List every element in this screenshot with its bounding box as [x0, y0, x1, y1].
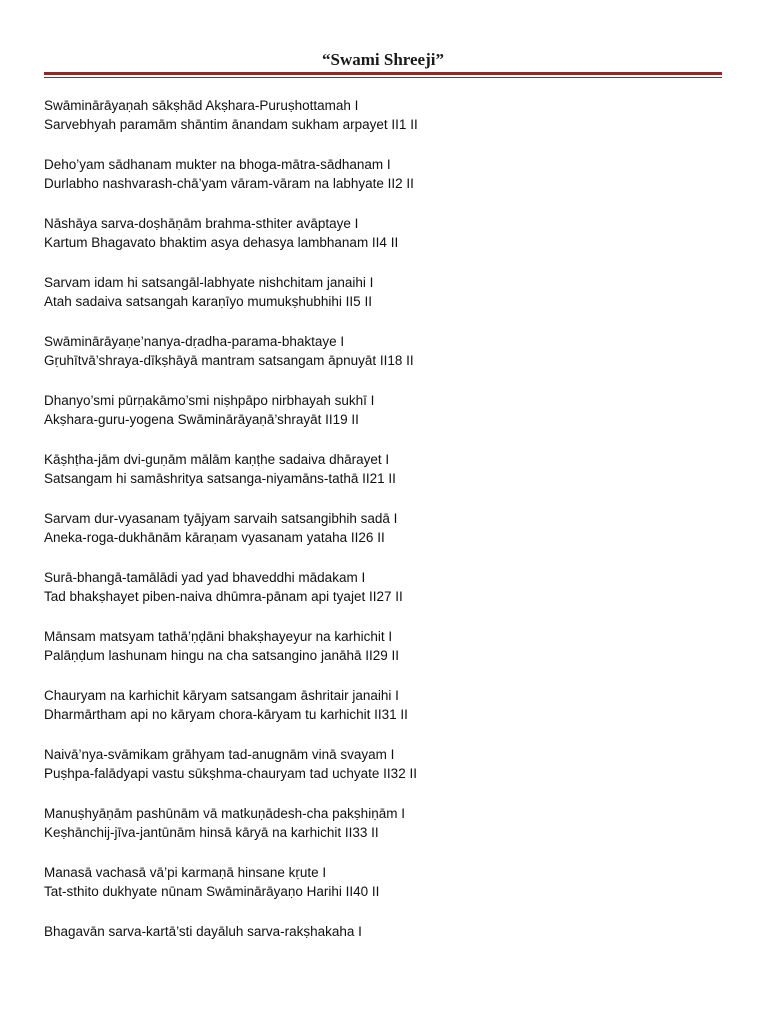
verse-block	[44, 509, 734, 547]
verse-second-line: Kartum Bhagavato bhaktim asya dehasya lambhanam II4 II	[44, 235, 399, 250]
verse-second-line: Puṣhpa-falādyapi vastu sūkṣhma-chauryam tad uchyate II32 II	[44, 766, 417, 781]
verse-first-line: Swāminārāyaṇah sākṣhād Akṣhara-Puruṣhottamah I	[44, 98, 359, 113]
verse-second-line: Atah sadaiva satsangah karaṇīyo mumukṣhubhihi II5 II	[44, 294, 372, 309]
verse-first-line: Sarvam idam hi satsangāl-labhyate nishchitam janaihi I	[44, 275, 374, 290]
verse-block	[44, 745, 734, 783]
verse-second-line: Satsangam hi samāshritya satsanga-niyamāns-tathā II21 II	[44, 471, 396, 486]
verse-second-line: Dharmārtham api no kāryam chora-kāryam tu karhichit II31 II	[44, 707, 408, 722]
verse-block	[44, 391, 734, 429]
verse-first-line: Swāminārāyaṇe’nanya-dṛadha-parama-bhaktaye I	[44, 334, 345, 349]
verse-first-line: Mānsam matsyam tathā’ṇḍāni bhakṣhayeyur na karhichit I	[44, 629, 393, 644]
verse-second-line: Akṣhara-guru-yogena Swāminārāyaṇā’shrayāt II19 II	[44, 412, 359, 427]
verse-first-line: Dhanyo’smi pūrṇakāmo’smi niṣhpāpo nirbhayah sukhī I	[44, 393, 375, 408]
verse-block	[44, 686, 734, 724]
verse-block	[44, 922, 734, 941]
verse-block	[44, 96, 734, 134]
verse-second-line: Tat-sthito dukhyate nūnam Swāminārāyaṇo Harihi II40 II	[44, 884, 380, 899]
verse-second-line: Palāṇḍum lashunam hingu na cha satsangino janāhā II29 II	[44, 648, 400, 663]
verse-block	[44, 273, 734, 311]
verse-second-line: Sarvebhyah paramām shāntim ānandam sukham arpayet II1 II	[44, 117, 418, 132]
verse-first-line: Manuṣhyāṇām pashūnām vā matkuṇādesh-cha pakṣhiṇām I	[44, 806, 405, 821]
verse-block	[44, 627, 734, 665]
verse-second-line: Tad bhakṣhayet piben-naiva dhūmra-pānam api tyajet II27 II	[44, 589, 403, 604]
verse-second-line: Durlabho nashvarash-chā’yam vāram-vāram na labhyate II2 II	[44, 176, 414, 191]
verse-block	[44, 804, 734, 842]
verse-first-line: Naivā’nya-svāmikam grāhyam tad-anugnām vinā svayam I	[44, 747, 395, 762]
verse-first-line: Kāṣhṭha-jām dvi-guṇām mālām kaṇṭhe sadaiva dhārayet I	[44, 452, 390, 467]
verse-first-line: Sarvam dur-vyasanam tyājyam sarvaih satsangibhih sadā I	[44, 511, 398, 526]
verse-first-line: Manasā vachasā vā’pi karmaṇā hinsane kṛute I	[44, 865, 327, 880]
verse-block	[44, 450, 734, 488]
verse-block	[44, 214, 734, 252]
verse-block	[44, 568, 734, 606]
verse-list	[44, 96, 734, 962]
page-title: “Swami Shreeji”	[322, 50, 444, 69]
verse-first-line: Chauryam na karhichit kāryam satsangam āshritair janaihi I	[44, 688, 399, 703]
verse-second-line: Aneka-roga-dukhānām kāraṇam vyasanam yataha II26 II	[44, 530, 385, 545]
title-rule-thick	[44, 72, 722, 75]
verse-first-line: Deho’yam sādhanam mukter na bhoga-mātra-sādhanam I	[44, 157, 391, 172]
verse-second-line: Keṣhānchij-jīva-jantūnām hinsā kāryā na karhichit II33 II	[44, 825, 379, 840]
verse-block	[44, 332, 734, 370]
title-rule-thin	[44, 77, 722, 78]
verse-second-line: Gṛuhītvā’shraya-dīkṣhāyā mantram satsangam āpnuyāt II18 II	[44, 353, 414, 368]
verse-first-line: Bhagavān sarva-kartā’sti dayāluh sarva-rakṣhakaha I	[44, 924, 362, 939]
verse-block	[44, 155, 734, 193]
verse-first-line: Surā-bhangā-tamālādi yad yad bhaveddhi mādakam I	[44, 570, 366, 585]
verse-first-line: Nāshāya sarva-doṣhāṇām brahma-sthiter avāptaye I	[44, 216, 359, 231]
verse-block	[44, 863, 734, 901]
